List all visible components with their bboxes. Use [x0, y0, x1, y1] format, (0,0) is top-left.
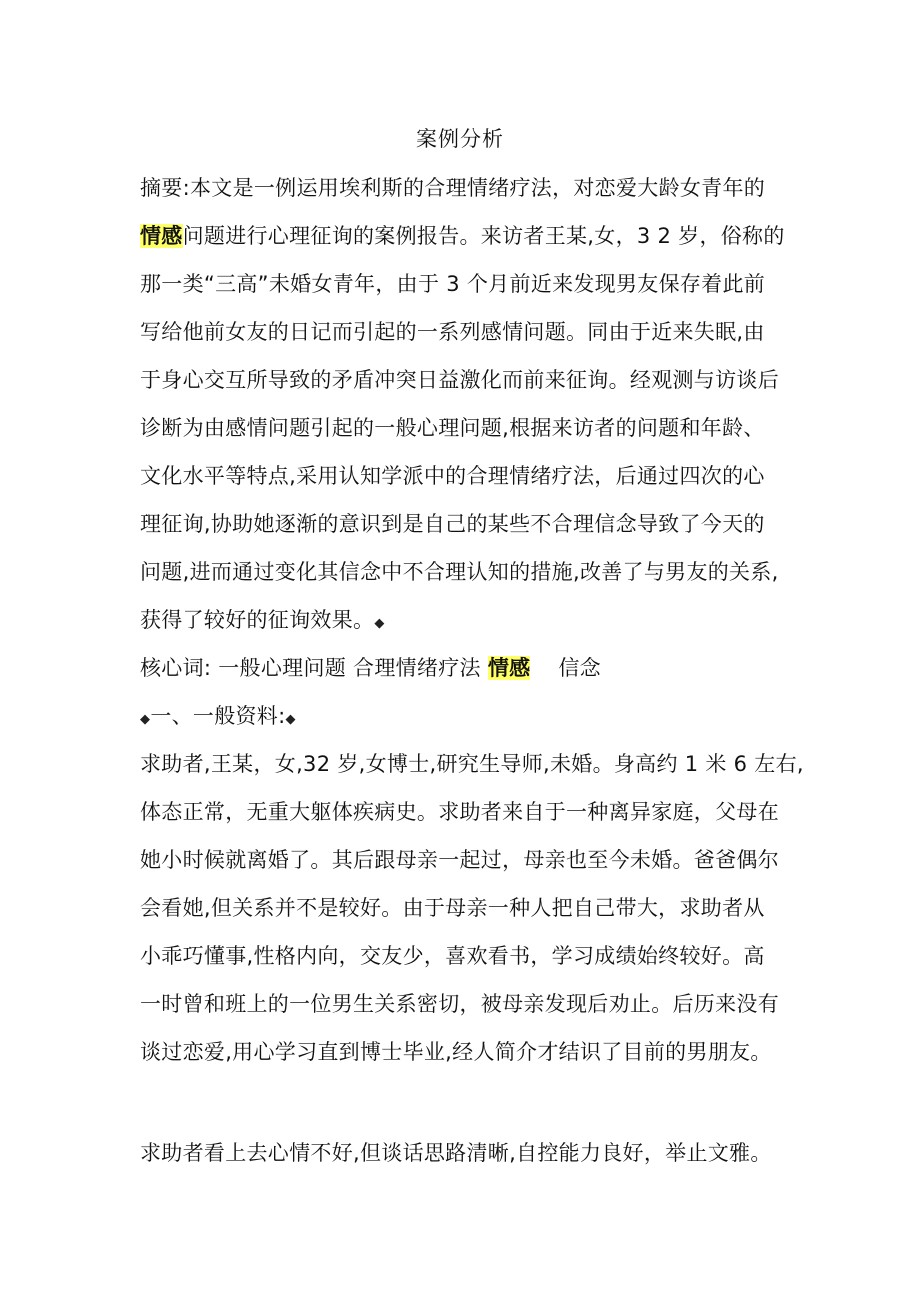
abstract-line-2-text: 问题进行心理征询的案例报告。来访者王某,女，3 2 岁，俗称的: [182, 224, 785, 248]
body-line-7: 谈过恋爱,用心学习直到博士毕业,经人简介才结识了目前的男朋友。: [140, 1040, 772, 1064]
abstract-line-5: 于身心交互所导致的矛盾冲突日益激化而前来征询。经观测与访谈后: [140, 368, 779, 392]
abstract-line-6: 诊断为由感情问题引起的一般心理问题,根据来访者的问题和年龄、: [140, 416, 765, 440]
abstract-line-3: 那一类“三高”未婚女青年，由于 3 个月前近来发现男友保存着此前: [140, 272, 766, 296]
keywords-prefix: 核心词: 一般心理问题 合理情绪疗法: [140, 656, 488, 680]
abstract-line-4: 写给他前女友的日记而引起的一系列感情问题。同由于近来失眠,由: [140, 320, 765, 344]
section-heading-text: 一、一般资料:: [150, 704, 286, 728]
body-line-6: 一时曾和班上的一位男生关系密切，被母亲发现后劝止。后历来没有: [140, 992, 779, 1016]
body-line-8: 求助者看上去心情不好,但谈话思路清晰,自控能力良好，举止文雅。: [140, 1141, 772, 1165]
paragraph-mark-icon: ◆: [140, 712, 151, 727]
body-line-4: 会看她,但关系并不是较好。由于母亲一种人把自己带大，求助者从: [140, 896, 765, 920]
abstract-line-2: [140, 222, 800, 250]
abstract-line-10-text: 获得了较好的征询效果。: [140, 608, 375, 632]
paragraph-mark-icon: ◆: [374, 616, 385, 631]
highlighted-term-emotion: 情感: [140, 224, 183, 248]
paragraph-mark-icon: ◆: [285, 712, 296, 727]
document-title: 案例分析: [416, 127, 504, 151]
body-line-5: 小乖巧懂事,性格内向，交友少，喜欢看书，学习成绩始终较好。高: [140, 944, 765, 968]
body-line-3: 她小时候就离婚了。其后跟母亲一起过，母亲也至今未婚。爸爸偶尔: [140, 848, 779, 872]
body-line-1: 求助者,王某，女,32 岁,女博士,研究生导师,未婚。身高约 1 米 6 左右,: [140, 752, 804, 776]
keywords-suffix: 信念: [530, 656, 601, 680]
abstract-line-10: [140, 606, 800, 638]
section-heading-general-info: [140, 702, 800, 734]
keyword-highlight-emotion: 情感: [487, 656, 531, 680]
abstract-line-8: 理征询,协助她逐渐的意识到是自己的某些不合理信念导致了今天的: [140, 512, 765, 536]
abstract-line-7: 文化水平等特点,采用认知学派中的合理情绪疗法，后通过四次的心: [140, 464, 765, 488]
abstract-line-9: 问题,进而通过变化其信念中不合理认知的措施,改善了与男友的关系,: [140, 560, 779, 584]
body-line-2: 体态正常，无重大躯体疾病史。求助者来自于一种离异家庭，父母在: [140, 800, 779, 824]
abstract-line-1: 摘要:本文是一例运用埃利斯的合理情绪疗法，对恋爱大龄女青年的: [140, 176, 766, 200]
keywords-line: [140, 654, 800, 682]
